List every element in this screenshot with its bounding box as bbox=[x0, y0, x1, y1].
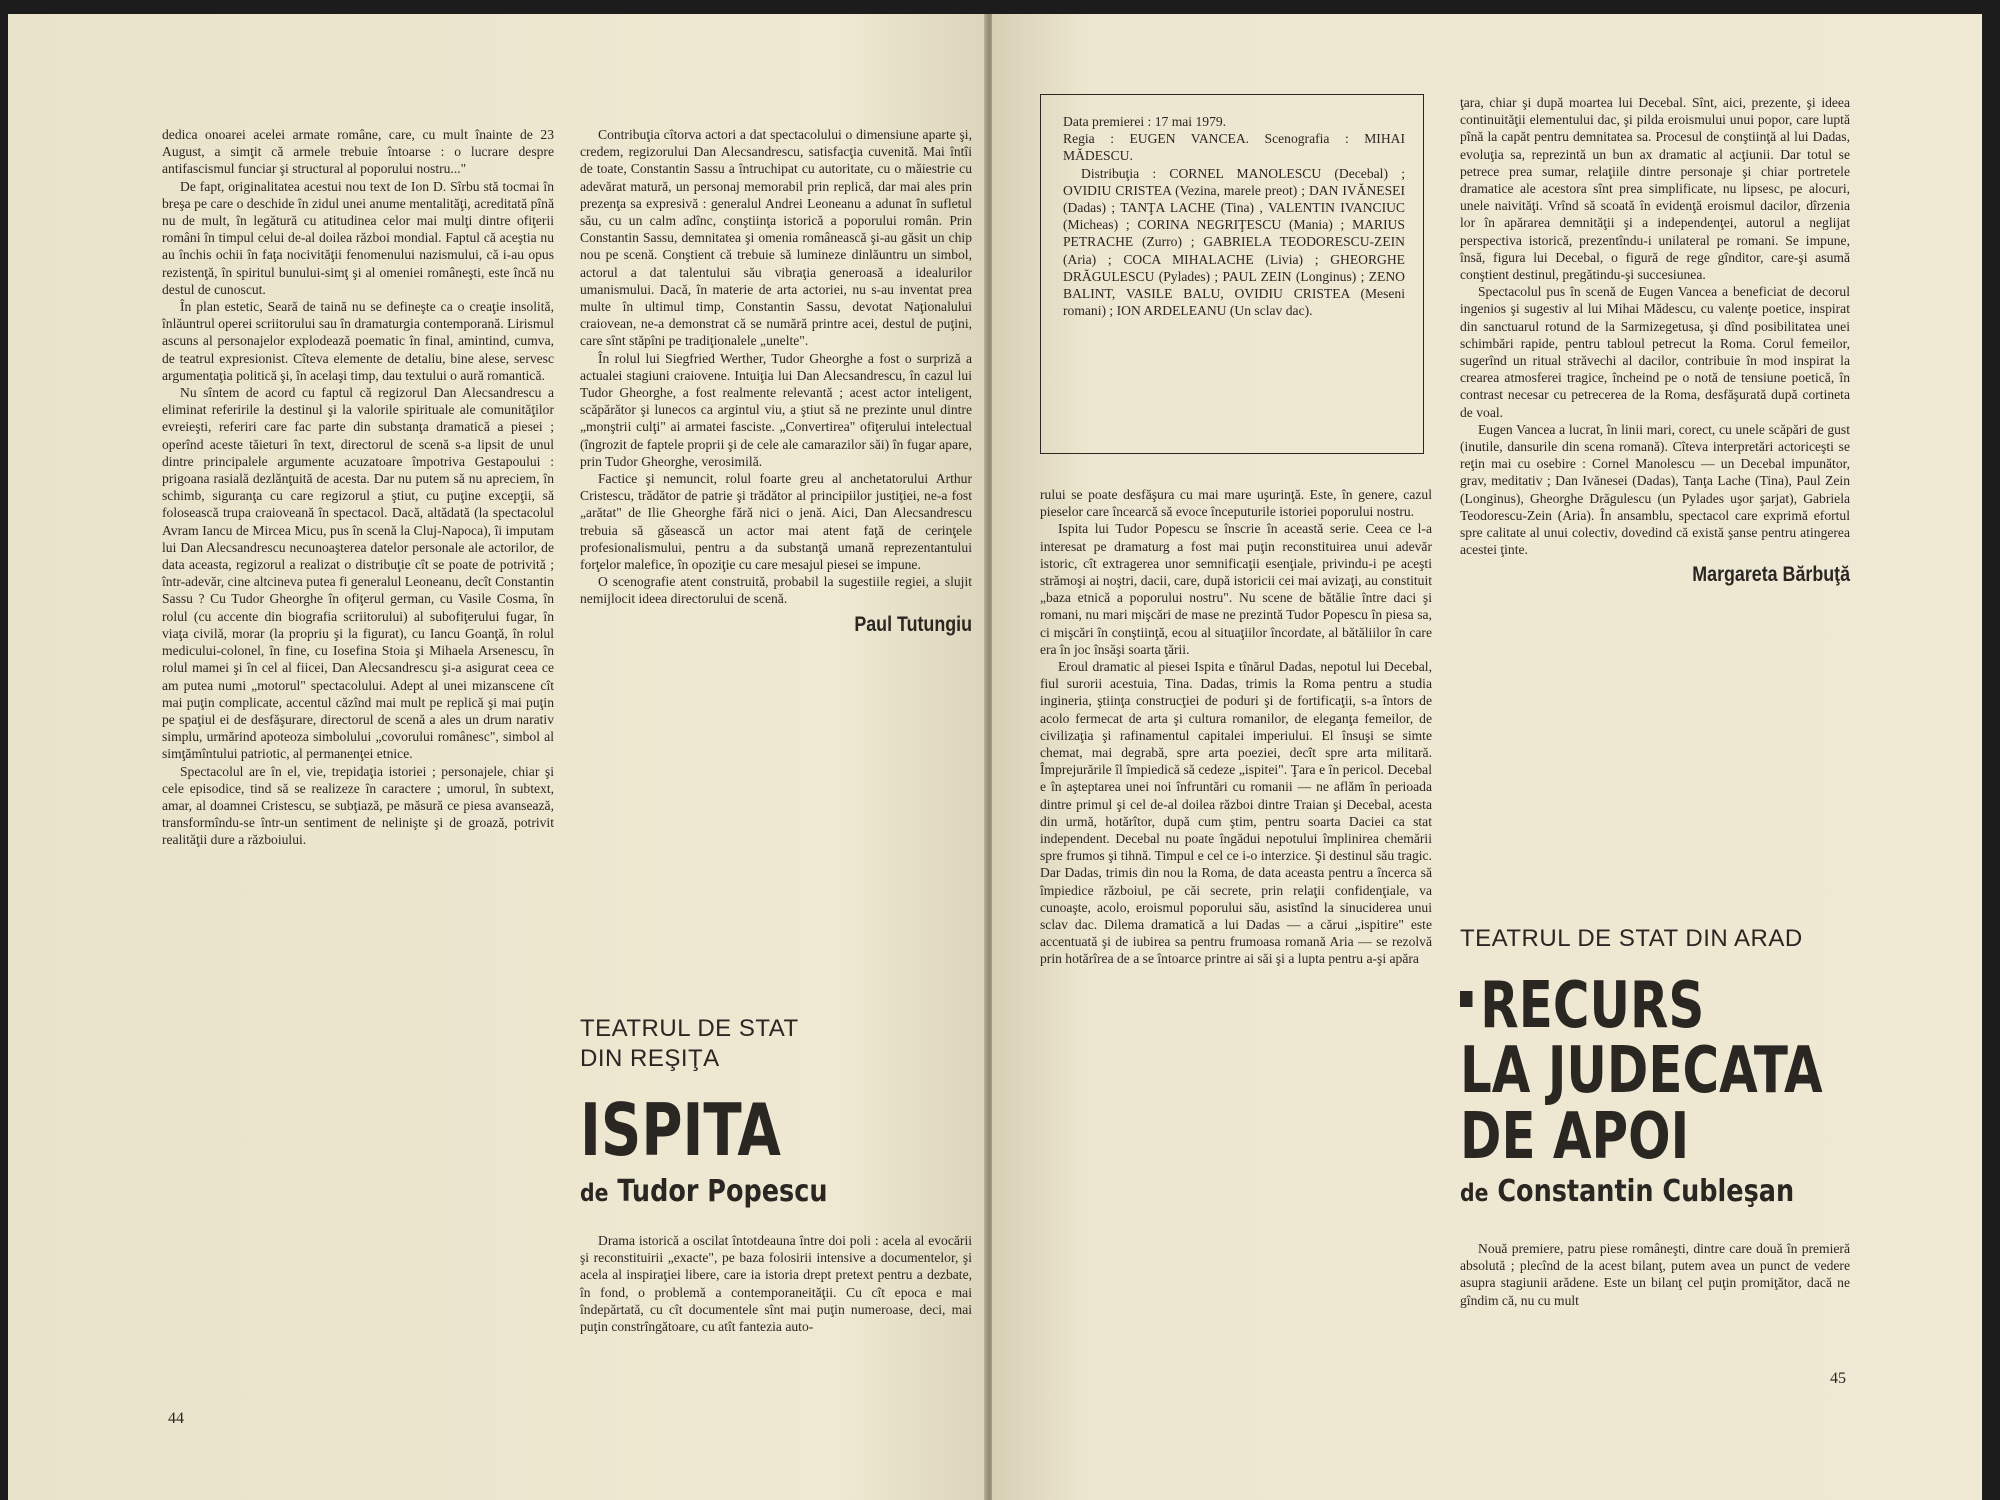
magazine-spread bbox=[0, 14, 2000, 1500]
paragraph: Factice şi nemuncit, rolul foarte greu al anchetatorului Arthur Cristescu, trădător de patrie şi trădător al principiilor justiţiei, ne-a fost „arătat" de Ilie Gheorghe fără nici o jenă. Aici, Dan Alecsandrescu trebuia să găsească un actor mai atent faţă de cerinţele profesionalismului, pentru a da substanţă umană reprezentantului forţelor malefice, în opoziţie cu care mesajul piesei se impune. bbox=[580, 471, 972, 573]
play-title-line-text: RECURS bbox=[1480, 969, 1705, 1043]
byline-tudor-popescu bbox=[580, 1174, 828, 1209]
paragraph: De fapt, originalitatea acestui nou text de Ion D. Sîrbu stă tocmai în breşa pe care o deschide în zidul unei anume mentalităţi, acreditată pînă nu de mult, în legătură cu atitudinea celor mai mulţi dintre ofiţerii români în timpul celui de-al doilea război mondial. Faptul că aceştia nu au închis ochii în faţa nocivităţii fenomenului nazismului, că i-au opus rezistenţă, în spiritul bunului-simţ şi al omeniei româneşti, este încă nu destul de cunoscut. bbox=[162, 178, 554, 297]
theater-heading-line: TEATRUL DE STAT bbox=[580, 1015, 799, 1042]
credits-box bbox=[1040, 94, 1424, 454]
paragraph: În plan estetic, Seară de taină nu se defineşte ca o creaţie insolită, înlăuntrul operei scriitorului sau în dramaturgia contemporană. Lirismul ascuns al personajelor explodează poematic în final, amintind, cumva, de teatrul expresionist. Cîteva elemente de detaliu, bine alese, servesc argumentaţia politică şi, în acelaşi timp, dau textului o aură romantică. bbox=[162, 299, 554, 383]
paragraph: rului se poate desfăşura cu mai mare uşurinţă. Este, în genere, cazul pieselor care încearcă să evoce începuturile istoriei poporului nostru. bbox=[1040, 487, 1432, 520]
left-column-2-bottom bbox=[580, 1232, 972, 1335]
paragraph: O scenografie atent construită, probabil la sugestiile regiei, a slujit nemijlocit ideea directorului de scenă. bbox=[580, 574, 972, 607]
byline-de: de bbox=[1460, 1179, 1489, 1207]
right-column-1 bbox=[1040, 486, 1432, 968]
byline-constantin-cublesan bbox=[1460, 1174, 1794, 1209]
right-column-2-bottom bbox=[1460, 1240, 1850, 1309]
paragraph: ţara, chiar şi după moartea lui Decebal. Sînt, aici, prezente, şi ideea continuităţii elementului dac, şi pilda eroismului unui popor, care luptă pînă la capăt pentru demnitatea sa. Procesul de conştiinţă al lui Dadas, evoluţia sa, reprezintă un bun ax dramatic al acţiunii. Dar totul se petrece prea sumar, relaţiile dintre personaje şi chiar portretele dramatice ale acestora sînt prea simplificate, nu lipsesc, pe alocuri, unele naivităţi. Vrînd să scoată în evidenţă eroismul dacilor, dîrzenia lor în apărarea demnităţii şi a independenţei, autorul a neglijat perspectiva istorică, prezentîndu-i unilateral pe romani. Se impune, însă, figura lui Decebal, o figură de rege gînditor, care-şi asumă conştient destinul, pregătindu-şi succesiunea. bbox=[1460, 95, 1850, 283]
paragraph: Contribuţia cîtorva actori a dat spectacolului o dimensiune aparte şi, credem, regizorului Dan Alecsandrescu, satisfacţia cuvenită. Mai întîi de toate, Constantin Sassu a întruchipat cu autoritate, cu o măiestrie cu adevărat matură, un personaj memorabil prin replică, dar mai ales prin prezenţa sa expresivă : generalul Andrei Leoneanu a adunat în sufletul său, cu un calm adînc, conştiinţa istorică a poporului român. Prin Constantin Sassu, demnitatea şi omenia românească şi-au găsit un chip nou pe scenă. Conştient că trebuie să lumineze dinlăuntru un simbol, actorul a dat talentului său vibraţia generoasă a idealurilor umanismului. Dacă, în materie de arta actoriei, nu s-au inventat prea multe în ultimul timp, Constantin Sassu, devotat Naţionalului craiovean, ne-a demonstrat că se numără printre acei, destul de puţini, care sînt stăpîni pe tradiţionalele „unelte". bbox=[580, 127, 972, 349]
play-title-recurs bbox=[1460, 969, 1823, 1174]
paragraph: Spectacolul pus în scenă de Eugen Vancea a beneficiat de decorul ingenios şi sugestiv al lui Mihai Mădescu, cu valenţe poetice, inspirat din sanctuarul rotund de la Sarmizegetusa, şi dînd posibilitatea unei schimbări rapide, pentru tabloul petrecut la Roma. Corul femeilor, sugerînd un ritual străvechi al dacilor, contribuie în mod inspirat la crearea atmosferei tragice, încheind pe o notă de tensiune poetică, în contrast necesar cu petrecerea de la Roma, desfăşurată după cortineta de voal. bbox=[1460, 284, 1850, 420]
paragraph: Spectacolul are în el, vie, trepidaţia istoriei ; personajele, chiar şi cele episodice, tind să se realizeze în caractere ; umorul, în subtext, amar, al doamnei Cristescu, se subţiază, pe măsură ce piesa avansează, transformîndu-se într-un sentiment de nelinişte şi de groază, potrivit realităţii dure a războiului. bbox=[162, 763, 554, 848]
theater-heading-resita bbox=[580, 1014, 960, 1074]
paragraph: Nu sîntem de acord cu faptul că regizorul Dan Alecsandrescu a eliminat referirile la destinul şi la valorile spirituale ale comunităţilor evreieşti, referiri care fac parte din substanţa dramatică a piesei ; operînd aceste tăieturi în text, directorul de scenă s-a lipsit de unul dintre principalele argumente acuzatoare împotriva Gestapoului : prigoana rasială dezlănţuită de acesta. Dar nu putem să nu apreciem, în schimb, siguranţa cu care regizorul a ştiut, cu puţine excepţii, să folosească trupa craioveană în spectacol. Dacă, altădată (la spectacolul Avram Iancu de Mircea Micu, pus în scenă la Cluj-Napoca), îi imputam lui Dan Alecsandrescu necunoaşterea datelor personale ale actorilor, de data aceasta, regizorul a realizat o distribuţie cît se poate de potrivită ; într-adevăr, cine altcineva putea fi generalul Leoneanu, decît Constantin Sassu ? Cu Tudor Gheorghe în ofiţerul german, cu Vasile Cosma, în rolul (cu accente din biografia scriitorului) al subofiţerului fugar, în viaţa civilă, morar (la propriu şi la figurat), cu Iancu Goanţă, în rolul medicului-colonel, în fine, cu Iosefina Stoia şi Mihaela Arsenescu, în rolul mamei şi în cel al fiicei, Dan Alecsandrescu şi-a asigurat ceea ce am putea numi „motorul" spectacolului. Adept al unei mizanscene cît mai puţin complicate, accentul căzînd mai mult pe replică şi mai puţin pe spaţiul ei de desfăşurare, directorul de scenă a ales un drum narativ simplu, urmărind apoteoza simbolului „covorului românesc", simbol al simţămîntului patriotic, al permanenţei etnice. bbox=[162, 385, 554, 762]
paragraph: Nouă premiere, patru piese româneşti, dintre care două în premieră absolută ; plecînd de la acest bilanţ, putem avea un punct de vedere asupra stagiunii arădene. Este un bilanţ cel puţin promiţător, dacă ne gîndim că, nu cu mult bbox=[1460, 1241, 1850, 1308]
signature-right: Margareta Bărbuţă bbox=[1692, 563, 1850, 587]
left-column-1 bbox=[162, 126, 554, 849]
byline-de: de bbox=[580, 1179, 609, 1207]
page-number-right: 45 bbox=[1830, 1370, 1846, 1387]
play-title-ispita: ISPITA bbox=[580, 1088, 781, 1172]
paragraph: dedica onoarei acelei armate române, care, cu mult înainte de 23 August, a simţit că armele trebuie întoarse : o lucrare despre antifascismul funciar şi structural al poporului nostru..." bbox=[162, 127, 554, 177]
paragraph: Drama istorică a oscilat întotdeauna între doi poli : acela al evocării şi reconstituirii „exacte", pe baza folosirii intensive a documentelor, şi acela al inspiraţiei libere, care ia istoria drept pretext pentru a dezbate, în fond, o problemă a contemporaneităţii. Cu cît epoca e mai îndepărtată, cu cît documentele sînt mai puţin numeroase, deci, mai puţin constrîngătoare, cu atît fantezia auto- bbox=[580, 1233, 972, 1335]
credits-line: Distribuţia : CORNEL MANOLESCU (Decebal) ; OVIDIU CRISTEA (Vezina, marele preot) ; DAN IVĂNESEI (Dadas) ; TANŢA LACHE (Tina) , VALENTIN IVANCIUC (Micheas) ; CORINA NEGRIŢESCU (Mania) ; MARIUS PETRACHE (Zurro) ; GABRIELA TEODORESCU-ZEIN (Aria) ; COCA MIHALACHE (Livia) ; GHEORGHE DRĂGULESCU (Pylades) ; PAUL ZEIN (Longinus) ; ZENO BALINT, VASILE BALU, OVIDIU CRISTEA (Meseni romani) ; ION ARDELEANU (Un sclav dac). bbox=[1063, 165, 1405, 319]
theater-heading-line: DIN REŞIŢA bbox=[580, 1045, 720, 1072]
page-number-left: 44 bbox=[168, 1410, 184, 1427]
theater-heading-arad: TEATRUL DE STAT DIN ARAD bbox=[1460, 925, 1803, 952]
signature-left: Paul Tutungiu bbox=[854, 612, 972, 636]
paragraph: Eugen Vancea a lucrat, în linii mari, corect, cu unele scăpări de gust (inutile, dansurile din scena romană). Cîteva interpretări actoriceşti se reţin mai cu osebire : Cornel Manolescu — un Decebal impunător, grav, meditativ ; Dan Ivănesei (Dadas), Tanţa Lache (Tina), Paul Zein (Longinus), Gheorghe Drăgulescu (un Pylades uşor şarjat), Gabriela Teodorescu-Zein (Aria). În ansamblu, spectacol care exprimă efortul spre calitate al unui colectiv, dovedind că există şanse pentru atingerea acestei ţinte. bbox=[1460, 421, 1850, 558]
play-title-line: LA JUDECATA bbox=[1460, 1034, 1823, 1109]
paragraph: În rolul lui Siegfried Werther, Tudor Gheorghe a fost o surpriză a actualei stagiuni craiovene. Intuiţia lui Dan Alecsandrescu, în cazul lui Tudor Gheorghe, a fost realmente relevantă ; acest actor inteligent, scăpărător şi lunecos ca argintul viu, a ştiut să ne prezinte unul dintre „monştrii culţi" ai armatei fasciste. „Convertirea" ofiţerului intelectual (îngrozit de faptele proprii şi de cele ale camarazilor săi) în fugar apare, prin Tudor Gheorghe, verosimilă. bbox=[580, 350, 972, 469]
paragraph: Ispita lui Tudor Popescu se înscrie în această serie. Ceea ce l-a interesat pe dramaturg a fost mai puţin reconstituirea unui adevăr istoric, cît extragerea unor semnificaţii esenţiale, privindu-i pe aceşti strămoşi ai noştri, dacii, care, după istoricii cei mai avizaţi, au constituit „baza etnică a poporului nostru". Nu scene de bătălie între daci şi romani, nu mari mişcări de mase ne prezintă Tudor Popescu în piesa sa, ci mişcări în conştiinţă, ecou al situaţiilor încordate, al bătăliilor în care era în joc însăşi soarta ţării. bbox=[1040, 521, 1432, 657]
play-title-line: DE APOI bbox=[1460, 1099, 1690, 1174]
credits-line: Data premierei : 17 mai 1979. bbox=[1063, 114, 1227, 129]
paragraph: Eroul dramatic al piesei Ispita e tînărul Dadas, nepotul lui Decebal, fiul surorii acestuia, Tina. Dadas, trimis la Roma pentru a studia ingineria, ştiinţa construcţiei de poduri şi de fortificaţii, s-a întors de acolo fermecat de arta şi cultura romanilor, de eleganţa femeilor, de civilizaţia şi rafinamentul capitalei imperiului. El însuşi se simte chemat, mai degrabă, spre arta poeziei, decît spre arta militară. Împrejurările îl împiedică să cedeze „ispitei". Ţara e în pericol. Decebal e în aşteptarea unei noi înfruntări cu romanii — ne aflăm în perioada dintre primul şi cel de-al doilea război dintre Traian şi Decebal, acesta din urmă, hotărîtor, după cum ştim, pentru soarta Daciei ca stat independent. Decebal nu poate îngădui nepotului împlinirea chemării spre frumos şi tihnă. Timpul e cel ce i-o interzice. Şi destinul său tragic. Dar Dadas, trimis din nou la Roma, de data aceasta pentru a încerca să împiedice războiul, pe căi secrete, prin relaţii confidenţiale, va cunoaşte, acolo, eroismul poporului său, asistînd la sinuciderea unui sclav dac. Dilema dramatică a lui Dadas — a cărui „ispitire" este accentuată şi de iubirea sa pentru frumoasa romană Aria — se rezolvă prin hotărîrea de a se întoarce printre ai săi şi a lupta pentru a-şi apăra bbox=[1040, 659, 1432, 967]
play-title-line bbox=[1460, 969, 1823, 1043]
left-column-2 bbox=[580, 126, 972, 636]
byline-author: Tudor Popescu bbox=[617, 1174, 828, 1209]
left-page bbox=[8, 14, 986, 1500]
right-page bbox=[992, 14, 1982, 1500]
byline-author: Constantin Cubleşan bbox=[1497, 1174, 1795, 1209]
right-column-2 bbox=[1460, 94, 1850, 587]
section-bullet-icon bbox=[1460, 991, 1472, 1007]
credits-line: Regia : EUGEN VANCEA. Scenografia : MIHAI MĂDESCU. bbox=[1063, 131, 1405, 164]
